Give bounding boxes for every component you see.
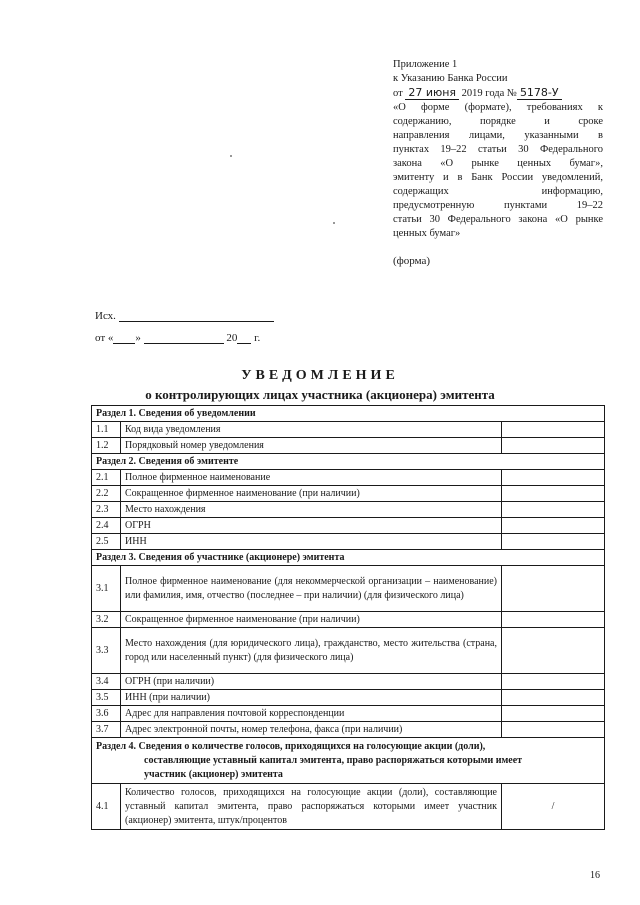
appendix-line: содержанию, порядке и сроке <box>393 116 603 127</box>
row-label: Порядковый номер уведомления <box>121 438 502 454</box>
row-number: 1.1 <box>92 422 121 438</box>
row-number: 3.5 <box>92 690 121 706</box>
table-row <box>92 566 605 612</box>
outgoing-number <box>95 310 274 322</box>
appendix-line: статьи 30 Федерального закона «О рынке <box>393 214 603 225</box>
table-row <box>92 518 605 534</box>
row-label: Адрес для направления почтовой корреспонденции <box>121 706 502 722</box>
outgoing-number-blank <box>119 310 274 322</box>
date-prefix: от <box>393 88 403 99</box>
row-number: 2.3 <box>92 502 121 518</box>
handwritten-number: 5178-У <box>517 86 562 100</box>
appendix-line: предусмотренную пунктами 19–22 <box>393 200 603 211</box>
value-cell[interactable] <box>502 612 605 628</box>
row-label: Полное фирменное наименование <box>121 470 502 486</box>
row-number: 3.6 <box>92 706 121 722</box>
row-label: Адрес электронной почты, номер телефона, факса (при наличии) <box>121 722 502 738</box>
table-row <box>92 674 605 690</box>
value-cell[interactable] <box>502 674 605 690</box>
year-prefix: 20 <box>226 332 238 344</box>
form-label: (форма) <box>393 255 431 267</box>
handwritten-date: 27 июня <box>405 86 459 100</box>
row-label: Сокращенное фирменное наименование (при наличии) <box>121 612 502 628</box>
row-number: 3.7 <box>92 722 121 738</box>
section-4-line: участник (акционер) эмитента <box>144 768 283 780</box>
table-row <box>92 534 605 550</box>
value-cell[interactable] <box>502 690 605 706</box>
row-label: ОГРН (при наличии) <box>121 674 502 690</box>
appendix-line: направления лицами, указанными в <box>393 130 603 141</box>
document-subtitle: о контролирующих лицах участника (акционера) эмитента <box>145 387 495 402</box>
value-cell[interactable] <box>502 518 605 534</box>
row-label: ИНН <box>121 534 502 550</box>
section-4-line: Раздел 4. Сведения о количестве голосов, приходящихся на голосующие акции (доли), <box>96 740 486 752</box>
row-number: 2.5 <box>92 534 121 550</box>
table-row <box>92 502 605 518</box>
section-3-heading: Раздел 3. Сведения об участнике (акционере) эмитента <box>92 550 605 566</box>
row-number: 2.4 <box>92 518 121 534</box>
table-row <box>92 784 605 830</box>
value-cell[interactable] <box>502 502 605 518</box>
value-cell[interactable] <box>502 722 605 738</box>
section-row <box>92 550 605 566</box>
table-row <box>92 486 605 502</box>
row-label: Сокращенное фирменное наименование (при наличии) <box>121 486 502 502</box>
section-row <box>92 738 605 784</box>
appendix-line: Приложение 1 <box>393 59 458 70</box>
outgoing-date <box>95 332 260 344</box>
table-row <box>92 706 605 722</box>
value-cell[interactable] <box>502 438 605 454</box>
date-quote-close: » <box>135 332 141 344</box>
document-title: УВЕДОМЛЕНИЕ <box>241 368 399 383</box>
day-blank <box>113 332 135 344</box>
table-row <box>92 722 605 738</box>
date-ot: от « <box>95 332 114 344</box>
appendix-line: пунктах 19–22 статьи 30 Федерального <box>393 144 603 155</box>
page-number: 16 <box>590 870 600 881</box>
row-label: Полное фирменное наименование (для некоммерческой организации – наименование) или фамилия, имя, отчество (последнее – при наличии) (для физического лица) <box>121 566 502 612</box>
row-number: 3.4 <box>92 674 121 690</box>
section-row <box>92 406 605 422</box>
row-number: 2.2 <box>92 486 121 502</box>
row-label: ОГРН <box>121 518 502 534</box>
table-row <box>92 470 605 486</box>
year-blank <box>237 332 251 344</box>
value-cell[interactable] <box>502 470 605 486</box>
notification-form-table <box>91 405 605 830</box>
appendix-line: эмитенту и в Банк России уведомлений, <box>393 172 603 183</box>
date-mid: 2019 года № <box>461 88 517 99</box>
row-label: Количество голосов, приходящихся на голосующие акции (доли), составляющие уставный капитал эмитента, право распоряжаться которыми имеет участник (акционер) эмитента, штук/процентов <box>121 784 502 830</box>
section-row <box>92 454 605 470</box>
table-row <box>92 612 605 628</box>
scan-speck <box>230 155 232 157</box>
value-cell-votes[interactable]: / <box>502 784 605 830</box>
appendix-line: содержащих информацию, <box>393 186 603 197</box>
row-label: Место нахождения <box>121 502 502 518</box>
value-cell[interactable] <box>502 706 605 722</box>
row-label: Место нахождения (для юридического лица), гражданство, место жительства (страна, город или населенный пункт) (для физического лица) <box>121 628 502 674</box>
row-number: 3.2 <box>92 612 121 628</box>
row-label: Код вида уведомления <box>121 422 502 438</box>
appendix-header <box>393 58 603 241</box>
value-cell[interactable] <box>502 628 605 674</box>
scan-speck <box>333 222 335 224</box>
row-label: ИНН (при наличии) <box>121 690 502 706</box>
value-cell[interactable] <box>502 422 605 438</box>
year-suffix: г. <box>254 332 261 344</box>
appendix-line: «О форме (формате), требованиях к <box>393 102 603 113</box>
section-2-heading: Раздел 2. Сведения об эмитенте <box>92 454 605 470</box>
section-4-heading <box>92 738 605 784</box>
appendix-line: к Указанию Банка России <box>393 73 508 84</box>
value-cell[interactable] <box>502 486 605 502</box>
section-4-line: составляющие уставный капитал эмитента, право распоряжаться которыми имеет <box>144 754 523 766</box>
table-row <box>92 438 605 454</box>
month-blank <box>144 332 224 344</box>
row-number: 3.1 <box>92 566 121 612</box>
row-number: 3.3 <box>92 628 121 674</box>
section-1-heading: Раздел 1. Сведения об уведомлении <box>92 406 605 422</box>
row-number: 2.1 <box>92 470 121 486</box>
row-number: 4.1 <box>92 784 121 830</box>
table-row <box>92 628 605 674</box>
row-number: 1.2 <box>92 438 121 454</box>
value-cell[interactable] <box>502 566 605 612</box>
table-row <box>92 422 605 438</box>
table-row <box>92 690 605 706</box>
value-cell[interactable] <box>502 534 605 550</box>
outgoing-label: Исх. <box>95 310 116 322</box>
appendix-line: закона «О рынке ценных бумаг», <box>393 158 603 169</box>
appendix-date-line <box>393 86 603 101</box>
appendix-line: ценных бумаг» <box>393 228 461 239</box>
